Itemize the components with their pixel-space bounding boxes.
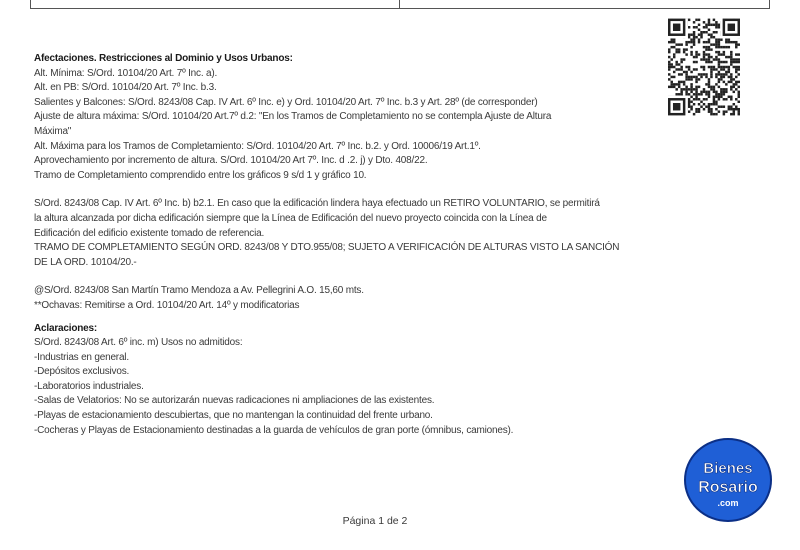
- text-line: Alt. Mínima: S/Ord. 10104/20 Art. 7º Inc. a).: [34, 67, 218, 79]
- logo-text-line1: Bienes: [703, 460, 753, 477]
- text-line: -Cocheras y Playas de Estacionamiento destinadas a la guarda de vehículos de gran porte (ómnibus, camiones).: [34, 424, 514, 436]
- section-ochavas-lines: [34, 284, 674, 313]
- logo-text-line3: .com: [717, 498, 739, 508]
- top-table-border: [30, 0, 770, 9]
- text-line: DE LA ORD. 10104/20.-: [34, 256, 137, 268]
- text-line: -Salas de Velatorios: No se autorizarán nuevas radicaciones ni ampliaciones de las existentes.: [34, 395, 435, 407]
- text-line: Salientes y Balcones: S/Ord. 8243/08 Cap. IV Art. 6º Inc. e) y Ord. 10104/20 Art. 7º Inc. b.3 y Art. 28º (de corresponder): [34, 96, 538, 108]
- text-line: -Depósitos exclusivos.: [34, 366, 130, 378]
- spacer: [34, 270, 674, 284]
- text-line: Ajuste de altura máxima: S/Ord. 10104/20 Art.7º d.2: "En los Tramos de Completamiento no se contempla Ajuste de Altura: [34, 111, 552, 123]
- text-line: **Ochavas: Remitirse a Ord. 10104/20 Art. 14º y modificatorias: [34, 299, 300, 311]
- bienes-rosario-logo[interactable]: [683, 437, 773, 523]
- text-line: Alt. Máxima para los Tramos de Completamiento: S/Ord. 10104/20 Art. 7º Inc. b.2. y Ord. 10006/19 Art.1º.: [34, 140, 481, 152]
- spacer: [34, 314, 674, 322]
- section-title-afectaciones: Afectaciones. Restricciones al Dominio y Usos Urbanos:: [34, 53, 293, 64]
- text-line: Edificación del edificio existente tomado de referencia.: [34, 227, 265, 239]
- logo-text-line2: Rosario: [698, 479, 758, 496]
- text-line: S/Ord. 8243/08 Cap. IV Art. 6º Inc. b) b2.1. En caso que la edificación lindera haya efectuado un RETIRO VOLUNTARIO, se permitirá: [34, 198, 600, 210]
- text-line: Máxima": [34, 125, 72, 137]
- section-afectaciones-lines: [34, 67, 674, 184]
- text-line: -Industrias en general.: [34, 351, 129, 363]
- section-title-aclaraciones: Aclaraciones:: [34, 322, 97, 334]
- page-number: Página 1 de 2: [342, 515, 408, 527]
- text-line: S/Ord. 8243/08 Art. 6º inc. m) Usos no admitidos:: [34, 337, 243, 349]
- text-line: -Playas de estacionamiento descubiertas, que no mantengan la continuidad del frente urbano.: [34, 410, 433, 422]
- document-body: [34, 52, 674, 438]
- section-retiro-lines: [34, 197, 674, 270]
- text-line: Alt. en PB: S/Ord. 10104/20 Art. 7º Inc. b.3.: [34, 82, 217, 94]
- text-line: la altura alcanzada por dicha edificación siempre que la Línea de Edificación del nuevo proyecto coincida con la Línea de: [34, 212, 547, 224]
- text-line: TRAMO DE COMPLETAMIENTO SEGÚN ORD. 8243/08 Y DTO.955/08; SUJETO A VERIFICACIÓN DE ALTURAS VISTO LA SANCIÓN: [34, 242, 620, 254]
- text-line: @S/Ord. 8243/08 San Martín Tramo Mendoza a Av. Pellegrini A.O. 15,60 mts.: [34, 285, 364, 297]
- text-line: Aprovechamiento por incremento de altura. S/Ord. 10104/20 Art 7º. Inc. d .2. j) y Dto. 408/22.: [34, 155, 428, 167]
- qr-code-icon: [668, 18, 740, 116]
- section-aclaraciones-lines: [34, 336, 674, 438]
- spacer: [34, 183, 674, 197]
- text-line: Tramo de Completamiento comprendido entre los gráficos 9 s/d 1 y gráfico 10.: [34, 169, 367, 181]
- text-line: -Laboratorios industriales.: [34, 380, 144, 392]
- table-divider: [399, 0, 400, 8]
